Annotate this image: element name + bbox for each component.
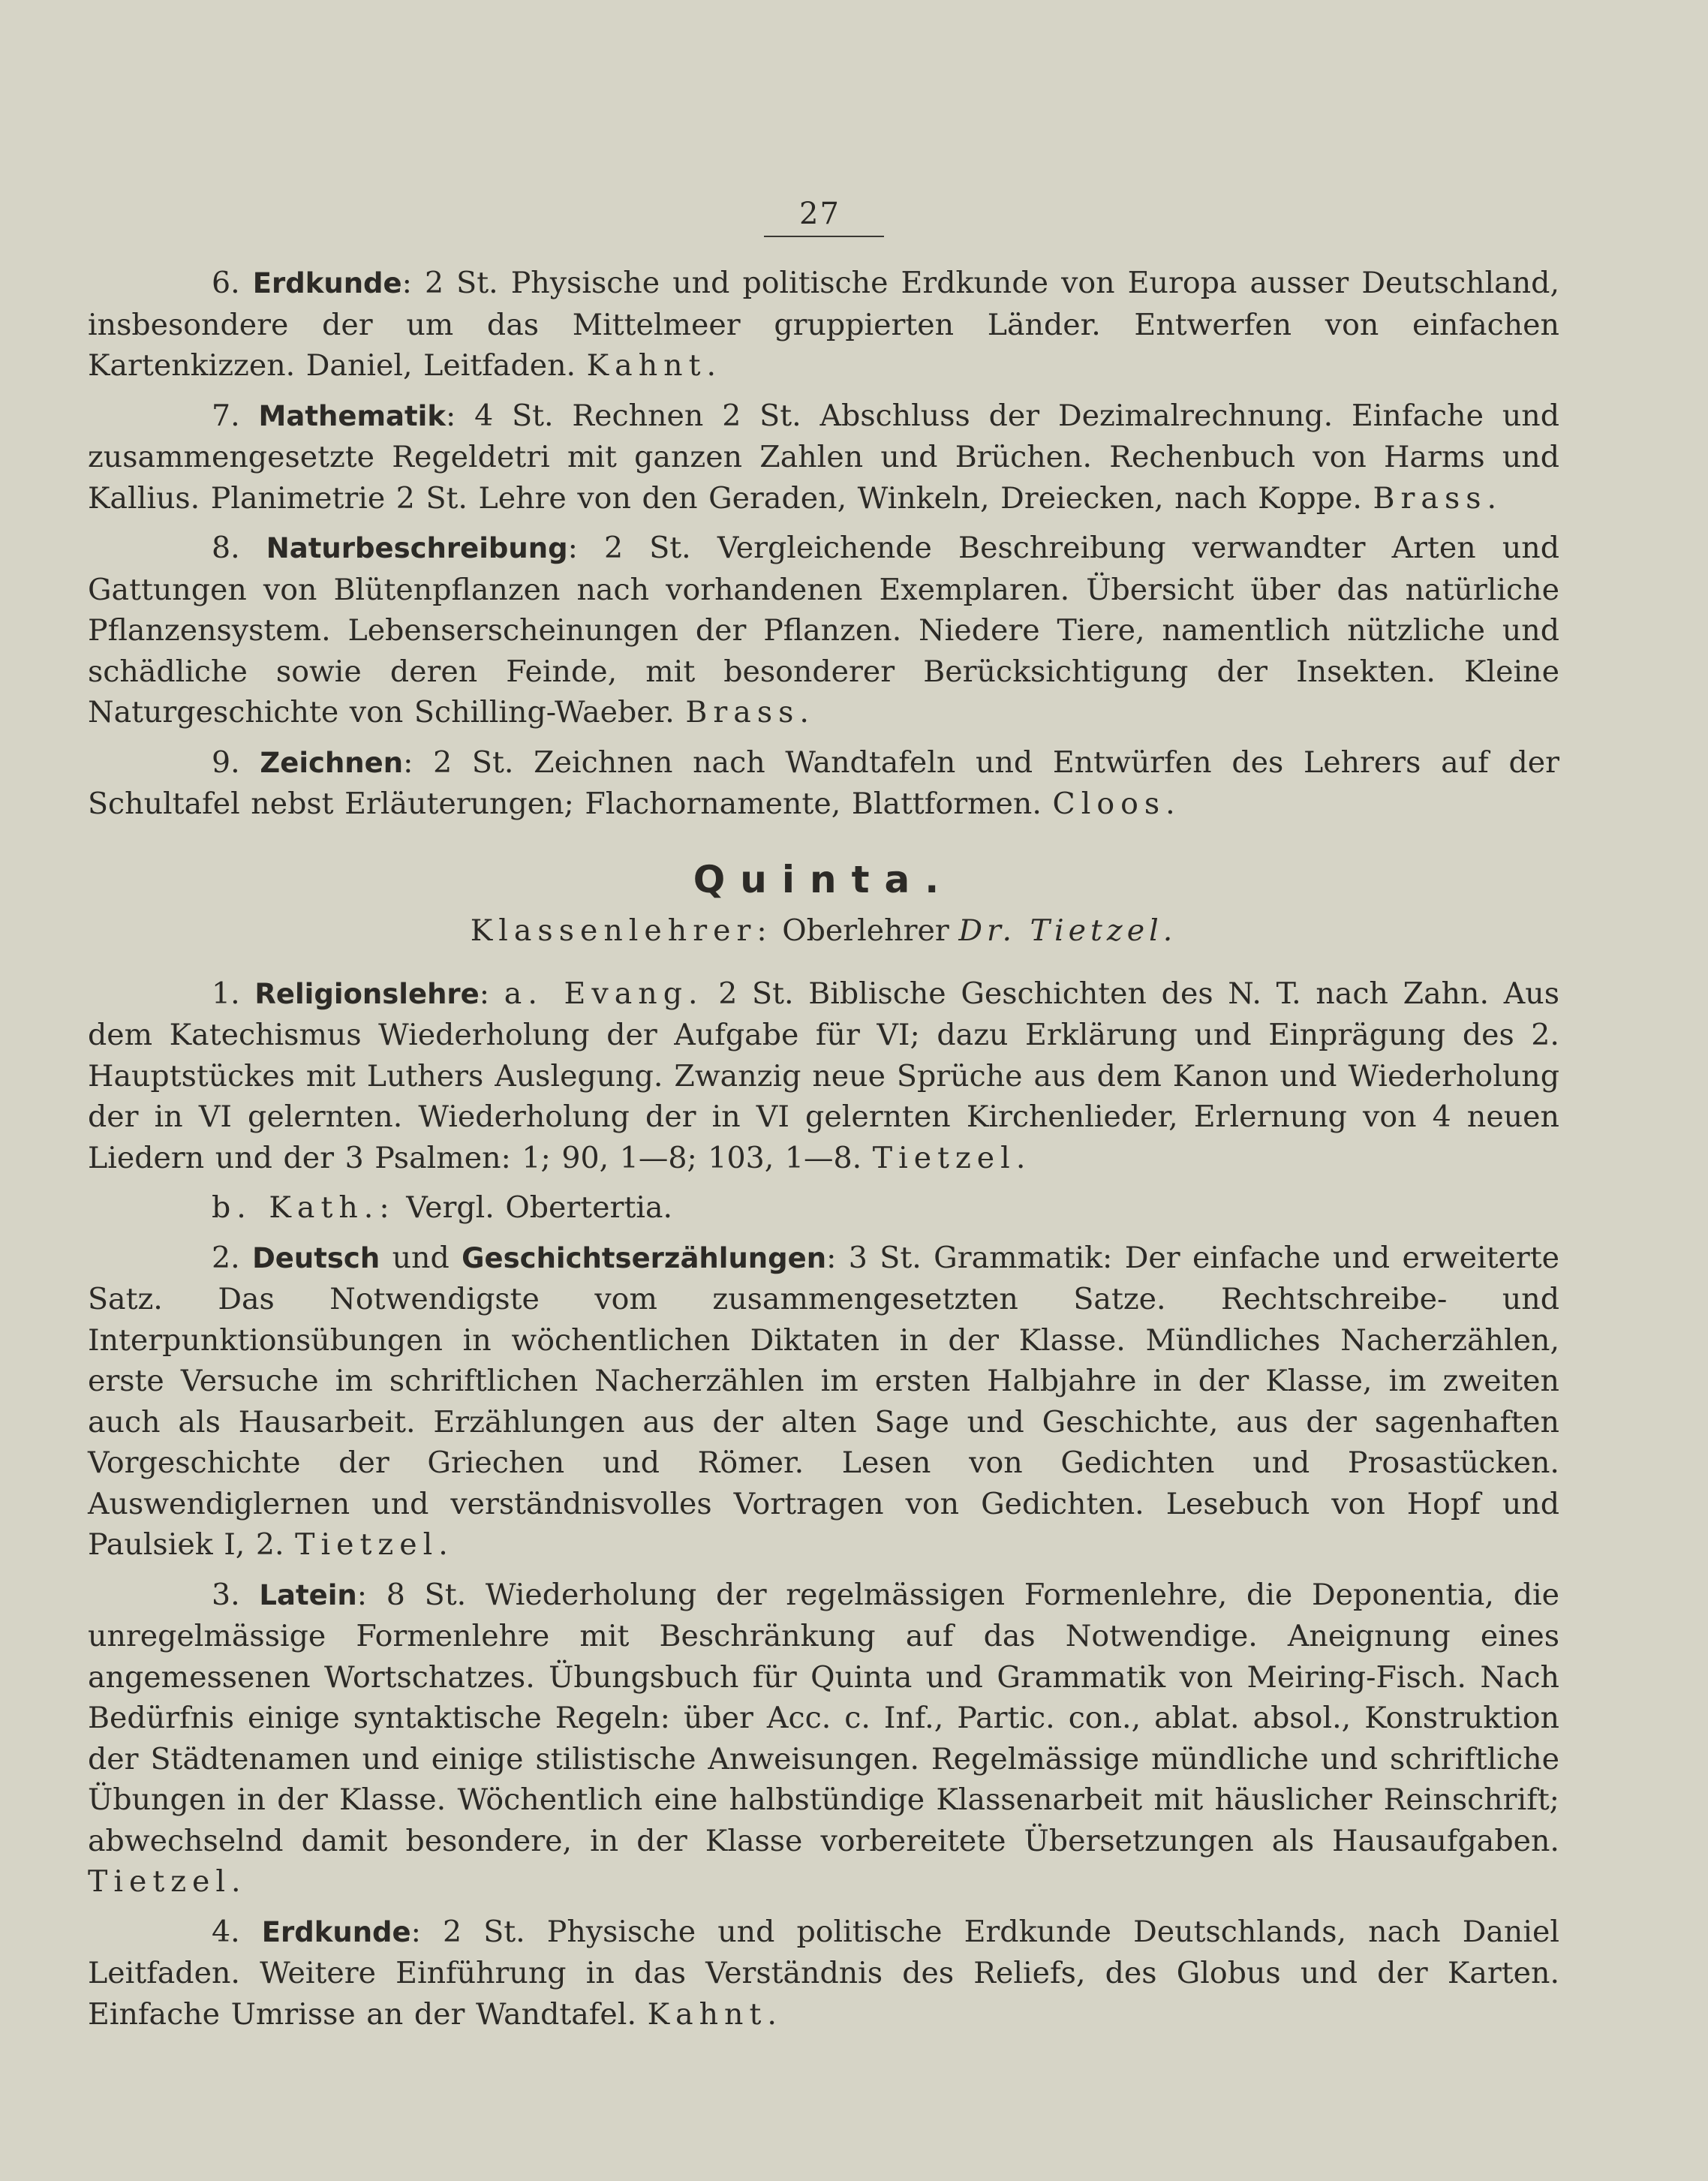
list-item: [88, 263, 1559, 387]
teacher-name: Tietzel.: [872, 1140, 1032, 1175]
item-text: 2 St. Zeichnen nach Wandtafeln und Entwürfen des Lehrers auf der Schultafel nebst Erläuterungen; Flachornamente, Blattformen.: [88, 745, 1559, 821]
page-number-rule: [764, 236, 884, 237]
list-item: [88, 1575, 1559, 1903]
page-number: 27: [799, 197, 840, 231]
item-separator: :: [479, 976, 504, 1011]
teacher-name: Tietzel.: [88, 1864, 247, 1899]
teacher-name: Kahnt.: [586, 348, 723, 383]
list-item: [88, 396, 1559, 519]
item-number: 8.: [212, 531, 240, 565]
teacher-name: Tietzel.: [295, 1527, 454, 1562]
item-heading: Deutsch: [252, 1241, 380, 1274]
item-text: 8 St. Wiederholung der regelmässigen Formenlehre, die Deponentia, die unregelmässige Formenlehre mit Beschränkung auf das Notwendige. Aneignung eines angemessenen Wortschatzes. Übungsbuch für Quinta und Grammatik von Meiring-Fisch. Nach Bedürfnis einige syntaktische Regeln: über Acc. c. Inf., Partic. con., ablat. absol., Konstruktion der Städtenamen und einige stilistische Anweisungen. Regelmässige mündliche und schriftliche Übungen in der Klasse. Wöchentlich eine halbstündige Klassenarbeit mit häuslicher Reinschrift; abwechselnd damit besondere, in der Klasse vorbereitete Übersetzungen als Hausaufgaben.: [88, 1577, 1559, 1858]
item-text: 2 St. Physische und politische Erdkunde Deutschlands, nach Daniel Leitfaden. Weitere Einführung in das Verständnis des Reliefs, des Globus und der Karten. Einfache Umrisse an der Wandtafel.: [88, 1914, 1559, 2032]
teacher-label: Klassenlehrer:: [470, 913, 773, 948]
section-title: Quinta.: [693, 857, 955, 901]
list-item: [88, 528, 1559, 733]
item-number: 1.: [212, 976, 240, 1011]
list-item: [88, 973, 1559, 1179]
item-number: 7.: [212, 398, 240, 433]
item-text: 4 St. Rechnen 2 St. Abschluss der Dezimalrechnung. Einfache und zusammengesetzte Regeldetri mit ganzen Zahlen und Brüchen. Rechenbuch von Harms und Kallius. Planimetrie 2 St. Lehre von den Geraden, Winkeln, Dreiecken, nach Koppe.: [88, 398, 1559, 516]
item-number: 6.: [212, 266, 240, 300]
item-separator: :: [403, 745, 434, 780]
item-separator: :: [567, 531, 604, 565]
item-separator: :: [401, 266, 425, 300]
teacher-name: Cloos.: [1052, 787, 1181, 821]
item-separator: :: [356, 1577, 386, 1612]
item-heading: Religionslehre: [254, 977, 480, 1010]
item-separator: :: [826, 1240, 849, 1275]
teacher-rank: Oberlehrer: [782, 913, 949, 948]
item-heading: Mathematik: [258, 399, 446, 432]
item-text: 2 St. Physische und politische Erdkunde von Europa ausser Deutschland, insbesondere der um das Mittelmeer gruppierten Länder. Entwerfen von einfachen Kartenkizzen. Daniel, Leitfaden.: [88, 266, 1559, 383]
class-teacher-line: [88, 913, 1559, 948]
subitem-label: b. Kath.:: [212, 1190, 395, 1225]
item-text: Vergl. Obertertia.: [395, 1190, 673, 1225]
item-number: 3.: [212, 1577, 240, 1612]
teacher-name: Brass.: [1373, 480, 1503, 516]
item-text: 3 St. Grammatik: Der einfache und erweiterte Satz. Das Notwendigste vom zusammengesetzten Satze. Rechtschreibe- und Interpunktionsübungen in wöchentlichen Diktaten in der Klasse. Mündliches Nacherzählen, erste Versuche im schriftlichen Nacherzählen im ersten Halbjahre in der Klasse, im zweiten auch als Hausarbeit. Erzählungen aus der alten Sage und Geschichte, aus der sagenhaften Vorgeschichte der Griechen und Römer. Lesen von Gedichten und Prosastücken. Auswendiglernen und verständnisvolles Vortragen von Gedichten. Lesebuch von Hopf und Paulsiek I, 2.: [88, 1240, 1559, 1562]
item-separator: :: [410, 1914, 443, 1949]
list-item: [88, 1912, 1559, 2035]
item-text: 2 St. Biblische Geschichten des N. T. nach Zahn. Aus dem Katechismus Wiederholung der Aufgabe für VI; dazu Erklärung und Einprägung des 2. Hauptstückes mit Luthers Auslegung. Zwanzig neue Sprüche aus dem Kanon und Wiederholung der in VI gelernten. Wiederholung der in VI gelernten Kirchenlieder, Erlernung von 4 neuen Liedern und der 3 Psalmen: 1; 90, 1—8; 103, 1—8.: [88, 976, 1559, 1175]
item-number: 4.: [212, 1914, 240, 1949]
list-item: [88, 1187, 1559, 1229]
subitem-label: a. Evang.: [504, 976, 704, 1011]
item-connector: und: [380, 1240, 462, 1275]
item-heading: Erdkunde: [252, 267, 402, 299]
item-heading: Zeichnen: [260, 746, 404, 779]
item-number: 9.: [212, 745, 240, 780]
item-text: 2 St. Vergleichende Beschreibung verwandter Arten und Gattungen von Blütenpflanzen nach vorhandenen Exemplaren. Übersicht über das natürliche Pflanzensystem. Lebenserscheinungen der Pflanzen. Niedere Tiere, namentlich nützliche und schädliche sowie deren Feinde, mit besonderer Berücksichtigung der Insekten. Kleine Naturgeschichte von Schilling-Waeber.: [88, 531, 1559, 730]
item-heading: Latein: [259, 1578, 357, 1611]
class-teacher-name: Dr. Tietzel.: [958, 913, 1177, 948]
item-separator: :: [445, 398, 475, 433]
item-heading: Erdkunde: [261, 1915, 411, 1948]
item-heading: Naturbeschreibung: [266, 532, 568, 564]
list-item: [88, 1238, 1559, 1566]
teacher-name: Brass.: [685, 695, 815, 730]
list-item: [88, 742, 1559, 825]
item-number: 2.: [212, 1240, 240, 1275]
item-heading-2: Geschichtserzählungen: [462, 1241, 827, 1274]
teacher-name: Kahnt.: [647, 1996, 783, 2032]
